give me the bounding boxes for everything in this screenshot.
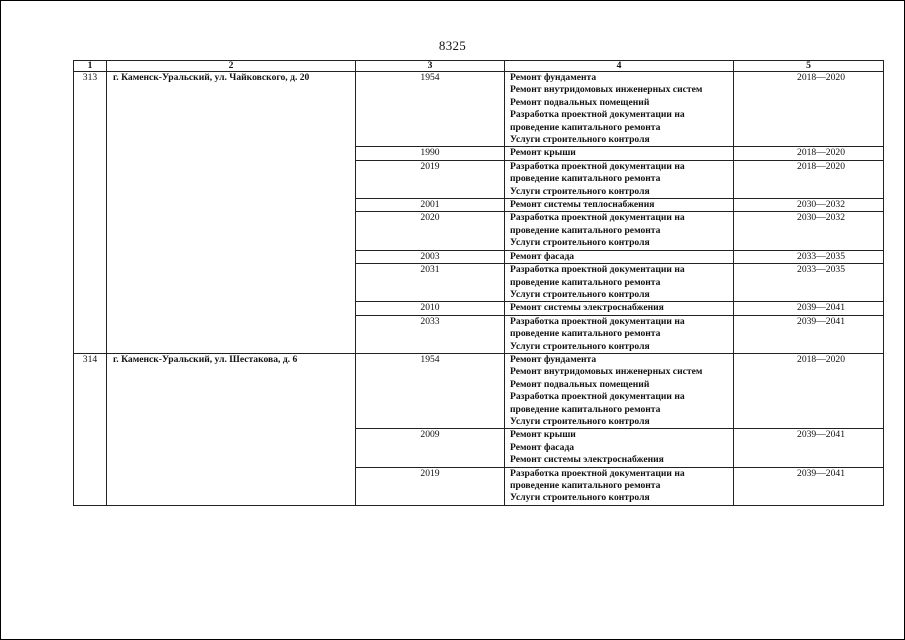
row-number-cell: 313: [74, 72, 107, 354]
period-cell: 2018—2020: [734, 160, 884, 198]
works-cell: [505, 199, 734, 212]
table-row: [74, 353, 884, 428]
work-item: Разработка проектной документации на: [510, 212, 685, 224]
work-item: проведение капитального ремонта: [510, 173, 661, 185]
work-item: проведение капитального ремонта: [510, 121, 661, 133]
work-item: Ремонт фундамента: [510, 72, 597, 83]
year-cell: 2019: [356, 467, 505, 505]
work-item: Услуги строительного контроля: [510, 185, 650, 197]
page-number: 8325: [438, 38, 467, 53]
period-cell: 2039—2041: [734, 302, 884, 315]
works-cell: [505, 302, 734, 315]
table-row: [74, 72, 884, 147]
works-cell: [505, 353, 734, 428]
table-body: [74, 72, 884, 506]
period-cell: 2018—2020: [734, 72, 884, 147]
works-cell: [505, 250, 734, 263]
work-item: Разработка проектной документации на: [510, 391, 685, 403]
work-item: Ремонт внутридомовых инженерных систем: [510, 84, 703, 96]
period-cell: 2018—2020: [734, 147, 884, 160]
work-item: Разработка проектной документации на: [510, 467, 685, 479]
year-cell: 1990: [356, 147, 505, 160]
work-item: Ремонт системы электроснабжения: [510, 454, 664, 466]
work-item: Разработка проектной документации на: [510, 160, 685, 172]
works-cell: [505, 160, 734, 198]
works-cell: [505, 72, 734, 147]
year-cell: 2031: [356, 264, 505, 302]
column-header: 1: [74, 61, 107, 72]
work-item: Ремонт фасада: [510, 250, 575, 262]
year-cell: 2009: [356, 429, 505, 467]
work-item: Ремонт подвальных помещений: [510, 96, 650, 108]
works-cell: [505, 264, 734, 302]
address-cell: г. Каменск-Уральский, ул. Шестакова, д. 6: [107, 353, 356, 505]
works-cell: [505, 212, 734, 250]
work-item: Ремонт системы теплоснабжения: [510, 199, 655, 211]
period-cell: 2030—2032: [734, 199, 884, 212]
work-item: Разработка проектной документации на: [510, 264, 685, 276]
work-item: Услуги строительного контроля: [510, 134, 650, 146]
work-item: Ремонт внутридомовых инженерных систем: [510, 366, 703, 378]
work-item: Разработка проектной документации на: [510, 109, 685, 121]
column-header: 4: [505, 61, 734, 72]
period-cell: 2018—2020: [734, 353, 884, 428]
works-cell: [505, 147, 734, 160]
column-header: 3: [356, 61, 505, 72]
period-cell: 2039—2041: [734, 429, 884, 467]
work-item: Ремонт крыши: [510, 147, 576, 159]
period-cell: 2033—2035: [734, 250, 884, 263]
work-item: проведение капитального ремонта: [510, 224, 661, 236]
works-cell: [505, 467, 734, 505]
year-cell: 2001: [356, 199, 505, 212]
period-cell: 2033—2035: [734, 264, 884, 302]
work-item: Разработка проектной документации на: [510, 315, 685, 327]
period-cell: 2039—2041: [734, 467, 884, 505]
year-cell: 2020: [356, 212, 505, 250]
work-item: Услуги строительного контроля: [510, 288, 650, 300]
work-item: Ремонт крыши: [510, 429, 576, 441]
work-item: Ремонт фасада: [510, 441, 575, 453]
table-header-row: [74, 61, 884, 72]
year-cell: 2010: [356, 302, 505, 315]
period-cell: 2039—2041: [734, 315, 884, 353]
work-item: проведение капитального ремонта: [510, 403, 661, 415]
work-item: Ремонт подвальных помещений: [510, 378, 650, 390]
year-cell: 2019: [356, 160, 505, 198]
works-cell: [505, 429, 734, 467]
works-cell: [505, 315, 734, 353]
work-item: проведение капитального ремонта: [510, 480, 661, 491]
year-cell: 1954: [356, 353, 505, 428]
column-header: 2: [107, 61, 356, 72]
work-item: Услуги строительного контроля: [510, 340, 650, 352]
work-item: проведение капитального ремонта: [510, 276, 661, 288]
column-header: 5: [734, 61, 884, 72]
work-item: Ремонт фундамента: [510, 353, 597, 365]
work-item: Услуги строительного контроля: [510, 492, 650, 504]
work-item: Ремонт системы электроснабжения: [510, 302, 664, 314]
work-item: проведение капитального ремонта: [510, 328, 661, 340]
period-cell: 2030—2032: [734, 212, 884, 250]
repair-schedule-table: [73, 60, 884, 506]
work-item: Услуги строительного контроля: [510, 237, 650, 249]
year-cell: 2033: [356, 315, 505, 353]
address-cell: г. Каменск-Уральский, ул. Чайковского, д. 20: [107, 72, 356, 354]
year-cell: 1954: [356, 72, 505, 147]
year-cell: 2003: [356, 250, 505, 263]
work-item: Услуги строительного контроля: [510, 415, 650, 427]
row-number-cell: 314: [74, 353, 107, 505]
